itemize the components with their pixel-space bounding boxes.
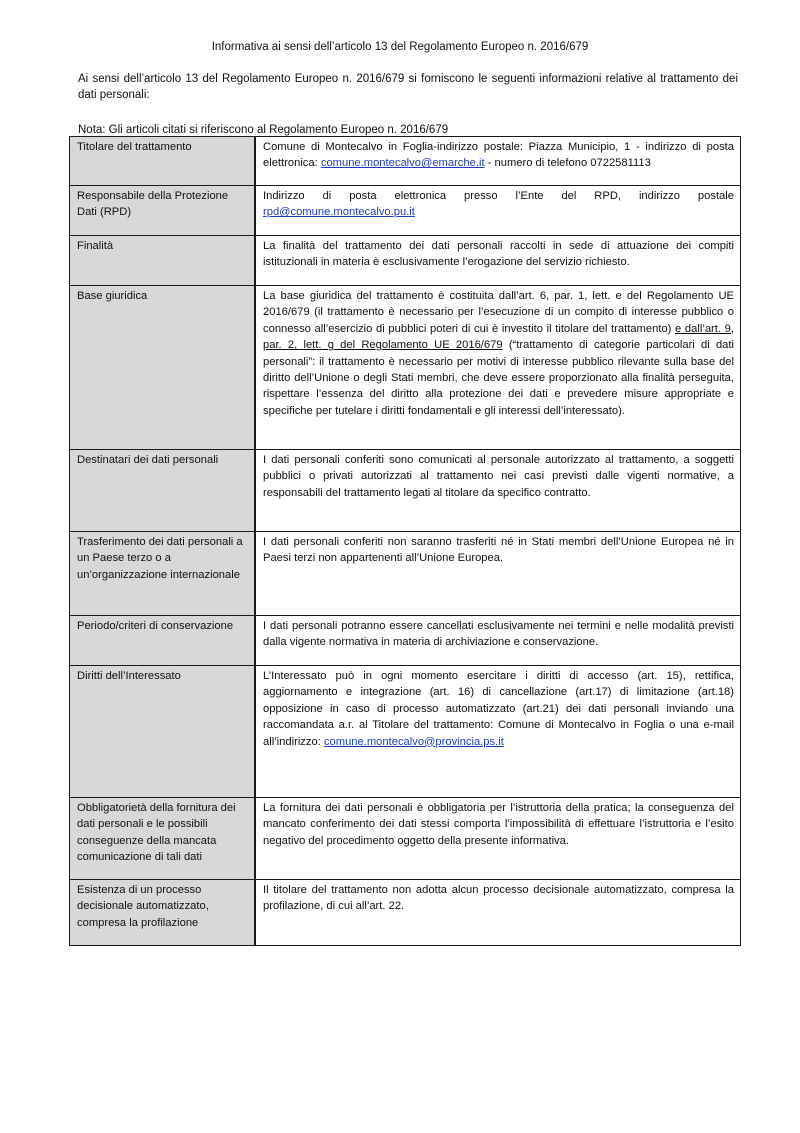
row-value-titolare (255, 137, 741, 186)
articles-note: Nota: Gli articoli citati si riferiscono al Regolamento Europeo n. 2016/679 (78, 124, 449, 136)
titolare-email-link[interactable]: comune.montecalvo@emarche.it (320, 157, 485, 170)
row-value-obbligatorieta: La fornitura dei dati personali è obbligatoria per l’istruttoria della pratica; la conseguenza del mancato conferimento dei dati stessi comporta l’impossibilità di effettuare l’istruttoria e l’esito negativo del procedimento oggetto della presente informativa. (255, 798, 741, 880)
row-label-base-giuridica: Base giuridica (70, 286, 256, 450)
table-row-esistenza (70, 880, 741, 946)
row-label-obbligatorieta: Obbligatorietà della fornitura dei dati personali e le possibili conseguenze della mancata comunicazione di tali dati (70, 798, 256, 880)
titolare-text-part-a: Comune di Montecalvo in Foglia-indirizzo postale: Piazza Municipio, 1 - indirizzo di posta elettronica: (263, 141, 734, 170)
responsabile-text-part-a: Indirizzo di posta elettronica presso l’Ente del RPD, indirizzo postale (263, 190, 734, 202)
table-row-base-giuridica (70, 286, 741, 450)
row-label-finalita: Finalità (70, 236, 256, 286)
row-value-responsabile (255, 186, 741, 236)
table-row-diritti (70, 666, 741, 798)
row-label-periodo: Periodo/criteri di conservazione (70, 616, 256, 666)
row-label-esistenza: Esistenza di un processo decisionale automatizzato, compresa la profilazione (70, 880, 256, 946)
base-giuridica-text-part-b: (“trattamento di categorie particolari di dati personali”: il trattamento è necessario per motivi di interesse pubblico rilevante sulla base del diritto dell’Unione o degli Stati membri, che deve essere proporzionato alla finalità perseguita, rispettare l’essenza del diritto alla protezione dei dati e prevedere misure appropriate e specifiche per tutelare i diritti fondamentali e gli interessi dell’interessato). (263, 339, 734, 417)
row-label-diritti: Diritti dell’Interessato (70, 666, 256, 798)
table-row-responsabile (70, 186, 741, 236)
base-giuridica-underlined-reference: e dall’art. 9, par. 2, lett. g del Regolamento UE 2016/679 (263, 322, 734, 352)
diritti-text-part-a: L’Interessato può in ogni momento esercitare i diritti di accesso (art. 15), rettifica, aggiornamento e integrazione (art. 16) di cancellazione (art.17) di limitazione (art.18) opposizione in caso di processo automatizzato (art.21) dei dati personali inviando una raccomandata a.r. al Titolare del trattamento: Comune di Montecalvo in Foglia o una e-mail all’indirizzo: (263, 670, 734, 748)
row-value-esistenza: Il titolare del trattamento non adotta alcun processo decisionale automatizzato, compresa la profilazione, di cui all’art. 22. (255, 880, 741, 946)
table-row-trasferimento (70, 532, 741, 616)
row-value-base-giuridica (255, 286, 741, 450)
row-label-destinatari: Destinatari dei dati personali (70, 450, 256, 532)
diritti-email-link[interactable]: comune.montecalvo@provincia.ps.it (323, 735, 504, 748)
row-label-titolare: Titolare del trattamento (70, 137, 256, 186)
row-value-destinatari: I dati personali conferiti sono comunicati al personale autorizzato al trattamento, a soggetti pubblici o privati autorizzati al trattamento nei casi previsti dalle vigenti normative, a responsabili del trattamento legati al titolare da specifico contratto. (255, 450, 741, 532)
row-value-periodo: I dati personali potranno essere cancellati esclusivamente nei termini e nelle modalità previsti dalla vigente normativa in materia di archiviazione e conservazione. (255, 616, 741, 666)
page-title: Informativa ai sensi dell’articolo 13 del Regolamento Europeo n. 2016/679 (211, 41, 589, 53)
table-row-finalita (70, 236, 741, 286)
intro-paragraph: Ai sensi dell’articolo 13 del Regolamento Europeo n. 2016/679 si forniscono le seguenti informazioni relative al trattamento dei dati personali: (78, 73, 738, 101)
privacy-info-table (69, 136, 741, 946)
table-row-destinatari (70, 450, 741, 532)
row-label-trasferimento: Trasferimento dei dati personali a un Paese terzo o a un’organizzazione internazionale (70, 532, 256, 616)
table-row-titolare (70, 137, 741, 186)
base-giuridica-text-part-a: La base giuridica del trattamento è costituita dall’art. 6, par. 1, lett. e del Regolamento UE 2016/679 (il trattamento è necessario per l’esecuzione di un compito di interesse pubblico o connesso all’esercizio di pubblici poteri di cui è investito il titolare del trattamento) (263, 290, 734, 335)
row-label-responsabile: Responsabile della Protezione Dati (RPD) (70, 186, 256, 236)
table-row-periodo (70, 616, 741, 666)
rpd-email-link[interactable]: rpd@comune.montecalvo.pu.it (263, 206, 415, 219)
row-value-diritti (255, 666, 741, 798)
row-value-trasferimento: I dati personali conferiti non saranno trasferiti né in Stati membri dell’Unione Europea né in Paesi terzi non appartenenti all’Unione Europea. (255, 532, 741, 616)
titolare-text-part-b: - numero di telefono 0722581113 (484, 157, 651, 170)
row-value-finalita: La finalità del trattamento dei dati personali raccolti in sede di attuazione dei compiti istituzionali in materia è esclusivamente l’erogazione del servizio richiesto. (255, 236, 741, 286)
table-row-obbligatorieta (70, 798, 741, 880)
